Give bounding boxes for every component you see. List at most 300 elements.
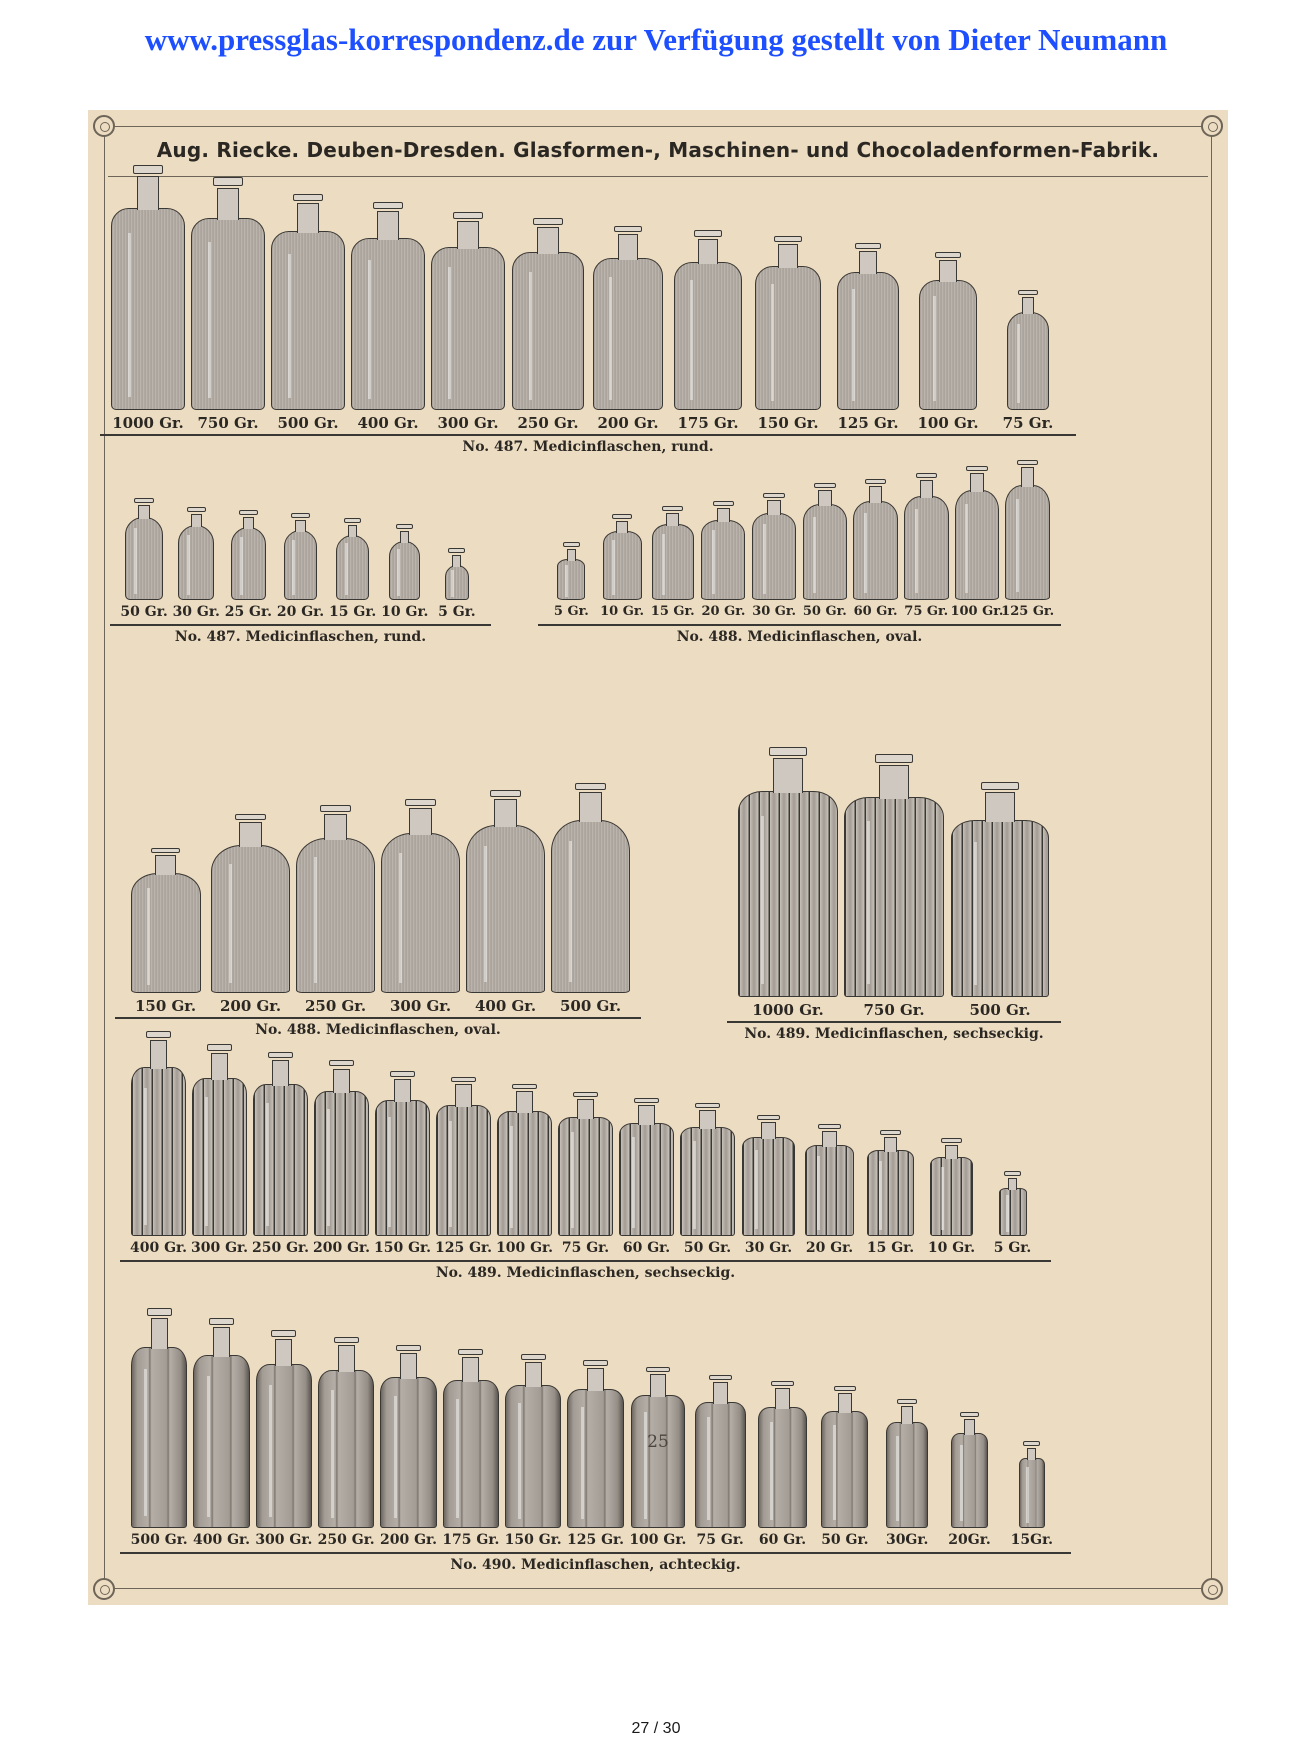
bottle-lip (451, 1077, 476, 1083)
size-label: 15 Gr. (329, 604, 377, 620)
bottle-neck (297, 203, 319, 233)
bottle-body (680, 1127, 735, 1236)
bottle-highlight (449, 1121, 452, 1227)
size-label: 75 Gr. (561, 1240, 610, 1256)
page-number: 25 (647, 1432, 669, 1452)
size-label: 150 Gr. (757, 414, 819, 432)
size-label: 200 Gr. (379, 1532, 438, 1548)
bottle-neck (773, 758, 803, 793)
bottle-neck (151, 1318, 168, 1349)
bottle (821, 1386, 868, 1528)
bottle-highlight (399, 853, 402, 983)
bottle-lip (133, 165, 163, 174)
bottle-highlight (974, 842, 977, 986)
bottle-body (738, 791, 838, 997)
group-caption: No. 488. Medicinflaschen, oval. (676, 629, 923, 645)
catalog-header: Aug. Riecke. Deuben-Dresden. Glasformen-, Maschinen- und Chocoladenformen-Fabrik. (156, 138, 1160, 162)
bottle-lip (373, 202, 403, 209)
bottle-neck (713, 1382, 728, 1403)
bottle-lip (875, 754, 913, 762)
bottle (284, 513, 318, 600)
bottle-highlight (187, 535, 190, 595)
bottle-lip (453, 212, 483, 219)
bottle-body (999, 1188, 1027, 1236)
size-label: 750 Gr. (197, 414, 259, 432)
bottle-highlight (581, 1407, 584, 1519)
bottle-neck (400, 531, 409, 543)
bottle (178, 507, 214, 600)
bottle (131, 848, 201, 993)
bottle-body (904, 496, 949, 600)
bottle (930, 1138, 972, 1236)
bottle-lip (646, 1367, 670, 1373)
bottle-body (631, 1395, 685, 1528)
bottle-lip (634, 1098, 659, 1103)
size-label: 400 Gr. (474, 997, 537, 1015)
bottle-neck (859, 251, 878, 274)
bottle-highlight (448, 267, 451, 399)
bottle-body (752, 513, 797, 600)
size-label: 60 Gr. (758, 1532, 807, 1548)
size-label: 15Gr. (1010, 1532, 1054, 1548)
bottle-highlight (331, 1390, 334, 1518)
bottle-lip (818, 1124, 841, 1129)
bottle-neck (394, 1079, 411, 1102)
bottle-body (375, 1100, 430, 1236)
bottle-lip (916, 473, 937, 478)
bottle-lip (935, 252, 960, 258)
bottle (231, 510, 266, 600)
bottle-highlight (763, 524, 766, 593)
bottle-lip (1017, 460, 1038, 465)
bottle-highlight (879, 1161, 882, 1230)
size-label: 500 Gr. (969, 1001, 1031, 1019)
size-label: 5 Gr. (993, 1240, 1032, 1256)
size-label: 150 Gr. (134, 997, 197, 1015)
size-label: 150 Gr. (504, 1532, 562, 1548)
size-label: 50 Gr. (821, 1532, 869, 1548)
bottle-highlight (456, 1399, 459, 1518)
corner-ornament-bottom-left (93, 1578, 115, 1600)
bottle-highlight (609, 277, 612, 400)
bottle-lip (293, 194, 323, 202)
bottle-highlight (761, 816, 764, 984)
bottle-highlight (690, 280, 693, 400)
bottle (844, 754, 944, 997)
bottle-lip (941, 1138, 962, 1143)
bottle-lip (774, 236, 802, 242)
bottle-lip (612, 514, 632, 519)
size-label: 15 Gr. (650, 604, 695, 619)
bottle-neck (879, 765, 909, 799)
corner-ornament-bottom-right (1201, 1578, 1223, 1600)
size-label: 125 Gr. (837, 414, 899, 432)
bottle (742, 1115, 795, 1236)
bottle-lip (880, 1130, 902, 1135)
bottle-body (742, 1137, 795, 1236)
bottle-body (436, 1105, 491, 1236)
bottle (314, 1060, 369, 1236)
bottle-highlight (147, 888, 150, 984)
bottle-lip (396, 524, 413, 529)
bottle (999, 1171, 1027, 1236)
bottle-neck (901, 1406, 914, 1424)
bottle-body (284, 530, 318, 600)
bottle-neck (638, 1105, 655, 1124)
group-rule (100, 434, 1076, 436)
bottle-highlight (388, 1117, 391, 1227)
bottle-highlight (240, 537, 243, 595)
bottle-body (111, 208, 185, 410)
bottle-neck (137, 176, 159, 210)
bottle (253, 1052, 308, 1236)
bottle-lip (458, 1349, 483, 1355)
bottle-lip (320, 805, 352, 812)
bottle-highlight (960, 1445, 963, 1521)
size-label: 500 Gr. (130, 1532, 188, 1548)
bottle (193, 1318, 249, 1528)
size-label: 150 Gr. (373, 1240, 432, 1256)
bottle-lip (207, 1044, 232, 1051)
size-label: 300 Gr. (255, 1532, 313, 1548)
bottle (336, 518, 368, 600)
bottle-neck (1021, 467, 1034, 487)
bottle-highlight (144, 1088, 147, 1225)
size-label: 60 Gr. (853, 604, 898, 619)
size-label: 300 Gr. (389, 997, 452, 1015)
group-caption: No. 490. Medicinflaschen, achteckig. (450, 1557, 741, 1573)
bottle-highlight (529, 272, 532, 400)
bottle (125, 498, 163, 600)
bottle-lip (695, 1103, 720, 1108)
bottle-lip (209, 1318, 234, 1325)
bottle-lip (966, 466, 987, 471)
bottle-neck (525, 1362, 542, 1386)
bottle-body (178, 525, 214, 600)
size-label: 250 Gr. (517, 414, 579, 432)
group-caption: No. 488. Medicinflaschen, oval. (255, 1022, 501, 1038)
bottle-lip (563, 542, 580, 547)
bottle-neck (516, 1091, 533, 1112)
bottle-highlight (327, 1109, 330, 1226)
size-label: 30 Gr. (744, 1240, 793, 1256)
size-label: 400 Gr. (357, 414, 419, 432)
bottle-neck (818, 490, 831, 506)
bottle-lip (271, 1330, 296, 1337)
bottle-body (466, 825, 545, 993)
bottle-body (253, 1084, 308, 1236)
bottle-lip (396, 1345, 421, 1351)
size-label: 125 Gr. (1001, 604, 1055, 619)
bottle-lip (757, 1115, 781, 1120)
bottle-neck (348, 525, 358, 537)
bottle-lip (865, 479, 886, 484)
bottle-neck (650, 1374, 666, 1397)
bottle-lip (583, 1360, 608, 1366)
bottle-highlight (510, 1126, 513, 1227)
size-label: 5 Gr. (553, 604, 589, 619)
bottle-neck (869, 486, 882, 503)
bottle-highlight (813, 517, 816, 594)
bottle (919, 252, 977, 410)
bottle-neck (587, 1368, 604, 1392)
size-label: 50 Gr. (802, 604, 847, 619)
bottle-body (497, 1111, 552, 1236)
bottle-body (231, 527, 266, 600)
bottle-lip (713, 501, 734, 506)
bottle-neck (191, 514, 202, 527)
bottle (1007, 290, 1049, 410)
bottle-neck (884, 1137, 898, 1152)
bottle-highlight (771, 284, 774, 400)
size-label: 5 Gr. (438, 604, 476, 620)
bottle-body (695, 1402, 746, 1528)
bottle (558, 1092, 613, 1236)
bottle-lip (390, 1071, 415, 1077)
bottle (867, 1130, 913, 1236)
bottle-neck (295, 520, 305, 532)
bottle-neck (494, 799, 518, 827)
bottle (466, 790, 545, 993)
catalog-page (88, 110, 1228, 1605)
bottle-neck (275, 1339, 292, 1367)
bottle-body (603, 531, 642, 600)
bottle-body (380, 1377, 436, 1528)
bottle-highlight (712, 530, 715, 594)
group-rule (115, 1017, 641, 1019)
bottle-body (505, 1385, 561, 1528)
bottle (951, 782, 1049, 997)
pdf-page-counter: 27 / 30 (631, 1720, 681, 1737)
bottle-neck (217, 188, 239, 221)
bottle (375, 1071, 430, 1236)
bottle-body (758, 1407, 807, 1528)
bottle-neck (333, 1069, 350, 1094)
size-label: 50 Gr. (120, 604, 168, 620)
bottle-highlight (571, 1132, 574, 1228)
size-label: 50 Gr. (683, 1240, 732, 1256)
bottle (381, 799, 460, 993)
group-caption: No. 487. Medicinflaschen, rund. (462, 439, 714, 455)
bottle-highlight (314, 857, 317, 982)
bottle-neck (666, 513, 679, 526)
group-rule (120, 1552, 1071, 1554)
size-label: 175 Gr. (442, 1532, 500, 1548)
size-label: 60 Gr. (622, 1240, 671, 1256)
bottle (497, 1084, 552, 1236)
bottle-highlight (933, 296, 936, 401)
bottle-neck (211, 1053, 228, 1080)
watermark-text: www.pressglas-korrespondenz.de zur Verfügung gestellt von Dieter Neumann (144, 22, 1168, 57)
bottle-body (919, 280, 977, 410)
bottle-neck (462, 1357, 479, 1382)
bottle-highlight (867, 821, 870, 984)
bottle-neck (243, 517, 253, 530)
bottle-neck (579, 792, 603, 821)
bottle-body (381, 833, 460, 993)
bottle-neck (239, 822, 263, 847)
bottle-lip (344, 518, 362, 523)
header-rule (108, 176, 1208, 177)
size-label: 125 Gr. (434, 1240, 493, 1256)
size-label: 500 Gr. (559, 997, 622, 1015)
size-label: 10 Gr. (927, 1240, 976, 1256)
size-label: 200 Gr. (312, 1240, 371, 1256)
bottle-highlight (569, 841, 572, 981)
bottle-body (951, 820, 1049, 997)
bottle-neck (761, 1122, 777, 1139)
size-label: 20 Gr. (276, 604, 325, 620)
bottle-lip (855, 243, 882, 249)
size-label: 100 Gr. (629, 1532, 687, 1548)
bottle-body (191, 218, 265, 410)
bottle-body (551, 820, 630, 993)
size-label: 75 Gr. (904, 604, 949, 619)
bottle (680, 1103, 735, 1236)
bottle-lip (960, 1412, 979, 1417)
size-label: 20 Gr. (805, 1240, 854, 1256)
group-rule (538, 624, 1061, 626)
bottle-neck (767, 500, 780, 515)
bottle-neck (945, 1145, 958, 1159)
bottle-body (844, 797, 944, 997)
bottle-neck (155, 855, 176, 875)
bottle (619, 1098, 674, 1236)
bottle-body (803, 504, 848, 600)
group-caption: No. 487. Medicinflaschen, rund. (174, 629, 427, 645)
bottle (904, 473, 949, 600)
bottle-neck (1022, 297, 1035, 314)
bottle-lip (239, 510, 257, 515)
bottle-lip (662, 506, 683, 511)
bottle (389, 524, 420, 600)
bottle-lip (490, 790, 522, 797)
bottle-lip (134, 498, 153, 503)
bottle-highlight (345, 543, 348, 595)
bottle-body (853, 501, 898, 600)
bottle (211, 814, 290, 993)
size-label: 500 Gr. (277, 414, 339, 432)
bottle-highlight (292, 540, 295, 595)
bottle (557, 542, 585, 600)
bottle-neck (1008, 1178, 1017, 1190)
bottle-highlight (817, 1156, 820, 1229)
bottle-neck (618, 234, 639, 260)
size-label: 15 Gr. (866, 1240, 915, 1256)
size-label: 300 Gr. (437, 414, 499, 432)
bottle-lip (614, 226, 643, 232)
bottle-lip (575, 783, 607, 790)
bottle-highlight (864, 513, 867, 593)
bottle-highlight (134, 528, 137, 594)
bottle-body (805, 1145, 854, 1236)
bottle-highlight (852, 289, 855, 401)
bottle-neck (452, 555, 461, 567)
bottle-highlight (941, 1167, 944, 1230)
bottle-highlight (1006, 1195, 1009, 1233)
bottle (674, 230, 742, 410)
bottle (256, 1330, 312, 1528)
bottle-body (296, 838, 375, 993)
bottle-body (1007, 312, 1049, 410)
bottle-highlight (266, 1103, 269, 1226)
bottle-highlight (693, 1141, 696, 1229)
bottle (111, 165, 185, 410)
size-label: 250 Gr. (304, 997, 367, 1015)
bottle-neck (537, 227, 559, 254)
bottle-highlight (397, 549, 400, 596)
bottle (296, 805, 375, 993)
size-label: 1000 Gr. (112, 414, 184, 432)
bottle-highlight (128, 233, 131, 397)
bottle-highlight (644, 1412, 647, 1520)
size-label: 100 Gr. (950, 604, 1004, 619)
bottle-body (512, 252, 585, 410)
bottle (738, 747, 838, 997)
bottle-body (211, 845, 290, 993)
bottle-lip (213, 177, 243, 185)
bottle (351, 202, 425, 410)
bottle-lip (448, 548, 465, 553)
group-caption: No. 489. Medicinflaschen, sechseckig. (744, 1026, 1044, 1042)
size-label: 20 Gr. (701, 604, 746, 619)
bottle-highlight (662, 534, 665, 594)
bottle-body (567, 1389, 623, 1528)
size-label: 175 Gr. (677, 414, 739, 432)
size-label: 100 Gr. (917, 414, 979, 432)
bottle-highlight (1016, 499, 1019, 592)
bottle-lip (981, 782, 1018, 790)
bottle-neck (920, 480, 933, 498)
bottle-body (593, 258, 663, 410)
bottle (436, 1077, 491, 1236)
group-rule (110, 624, 491, 626)
bottle-highlight (451, 570, 454, 597)
bottle-highlight (632, 1137, 635, 1228)
bottle-body (930, 1157, 972, 1236)
bottle (752, 493, 797, 600)
bottle-lip (694, 230, 722, 236)
bottle (603, 514, 642, 600)
bottle (853, 479, 898, 600)
bottle-highlight (205, 1097, 208, 1225)
bottle (191, 177, 265, 410)
bottle-highlight (755, 1150, 758, 1229)
bottle-neck (409, 808, 433, 835)
bottle-lip (512, 1084, 537, 1089)
bottle (886, 1399, 928, 1528)
size-label: 10 Gr. (600, 604, 644, 619)
corner-ornament-top-right (1201, 115, 1223, 137)
bottle-lip (533, 218, 563, 225)
bottle-neck (457, 221, 479, 249)
bottle-lip (771, 1381, 794, 1386)
size-label: 125 Gr. (566, 1532, 625, 1548)
bottle (805, 1124, 854, 1236)
size-label: 30Gr. (885, 1532, 929, 1548)
bottle-lip (151, 848, 180, 853)
bottle (131, 1308, 187, 1528)
bottle-highlight (484, 846, 487, 982)
bottle-lip (146, 1031, 171, 1038)
bottle-lip (147, 1308, 172, 1316)
bottle-neck (567, 549, 576, 561)
size-label: 25 Gr. (224, 604, 272, 620)
bottle-neck (324, 814, 348, 840)
size-label: 20Gr. (948, 1532, 991, 1548)
bottle-lip (1018, 290, 1039, 295)
corner-ornament-top-left (93, 115, 115, 137)
